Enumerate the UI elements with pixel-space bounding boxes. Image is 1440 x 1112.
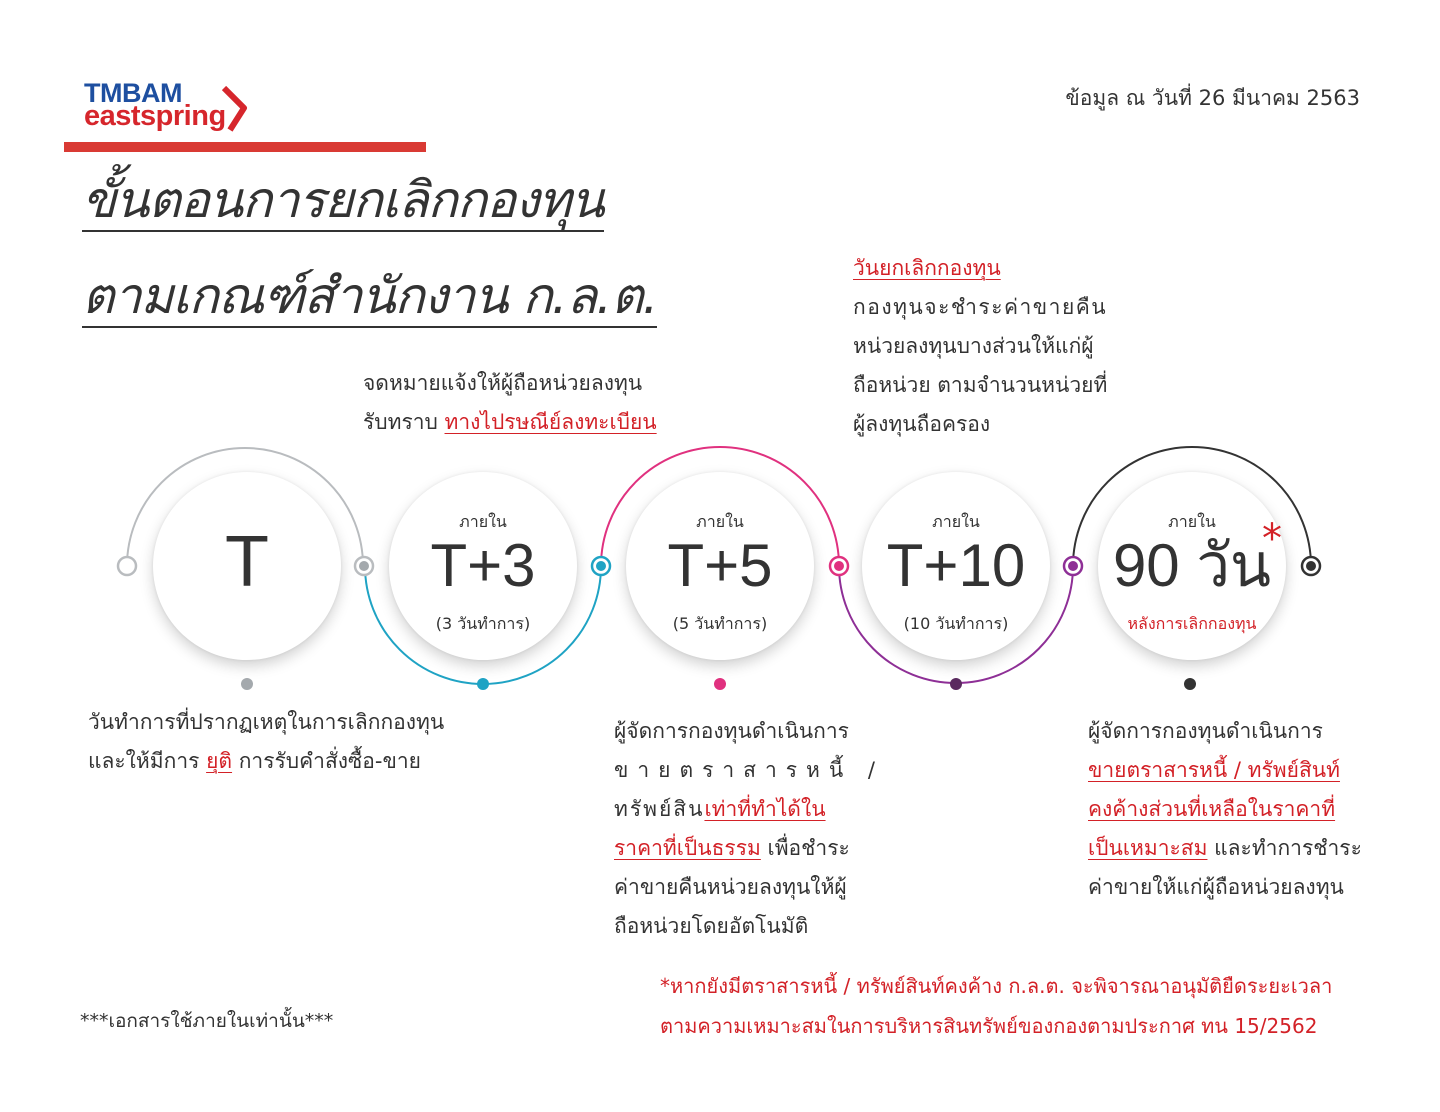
- step-90-asterisk: *: [1262, 516, 1282, 562]
- note-90-days: [1088, 712, 1362, 907]
- note-t10-line-2: หน่วยลงทุนบางส่วนให้แก่ผู้: [853, 334, 1094, 358]
- step-t3: [389, 472, 577, 660]
- step-t5-sub: (5 วันทำการ): [672, 614, 768, 633]
- page-title-line-2: ตามเกณฑ์สำนักงาน ก.ล.ต.: [82, 268, 657, 328]
- note-t-highlight: ยุติ: [206, 749, 233, 773]
- dot-bottom-t5: [714, 678, 726, 690]
- note-t5-line-4: [614, 829, 884, 868]
- note-t3-line-2: [363, 403, 657, 442]
- step-t3-label: T+3: [430, 532, 536, 599]
- dot-bottom-t10: [950, 678, 962, 690]
- step-t3-pre: ภายใน: [459, 512, 507, 531]
- step-t5: [626, 472, 814, 660]
- step-t-label: T: [225, 522, 269, 602]
- note-t5-l3a: ทรัพย์สิน: [614, 797, 705, 821]
- note-t10-line-4: ผู้ลงทุนถือครอง: [853, 412, 991, 436]
- note-t3-l2a: รับทราบ: [363, 410, 445, 434]
- dot-start: [118, 557, 136, 575]
- note-t3: [363, 364, 657, 442]
- step-90-pre: ภายใน: [1168, 512, 1216, 531]
- internal-use-note: ***เอกสารใช้ภายในเท่านั้น***: [80, 1010, 334, 1032]
- step-t: [153, 472, 341, 660]
- step-90-days: [1098, 472, 1286, 660]
- note-t3-line-1: จดหมายแจ้งให้ผู้ถือหน่วยลงทุน: [363, 371, 643, 395]
- note-t5-line-2: ขายตราสารหนี้ /: [614, 758, 884, 782]
- dot-bottom-90: [1184, 678, 1196, 690]
- logo-eastspring: eastspring: [84, 100, 226, 132]
- step-90-label-text: 90 วัน: [1112, 532, 1272, 599]
- step-90-label: [1098, 534, 1286, 598]
- note-90-line-2: ขายตราสารหนี้ / ทรัพย์สินท์: [1088, 758, 1340, 782]
- page-title-line-1: ขั้นตอนการยกเลิกกองทุน: [82, 172, 604, 232]
- note-t-line-2: [88, 742, 421, 781]
- logo-chevron-icon: [222, 86, 248, 132]
- note-t5-l4b: เพื่อชำระ: [760, 836, 850, 860]
- note-90-line-1: ผู้จัดการกองทุนดำเนินการ: [1088, 719, 1323, 743]
- step-t10-sub: (10 วันทำการ): [903, 614, 1009, 633]
- note-90-l4b: และทำการชำระ: [1207, 836, 1362, 860]
- step-t5-label: T+5: [667, 532, 773, 599]
- note-t5: [614, 712, 884, 946]
- step-t10-pre: ภายใน: [932, 512, 980, 531]
- note-t3-highlight: ทางไปรษณีย์ลงทะเบียน: [444, 410, 657, 434]
- note-t5-line-3: [614, 790, 884, 829]
- step-t10-label: T+10: [886, 532, 1026, 599]
- data-date: ข้อมูล ณ วันที่ 26 มีนาคม 2563: [1065, 86, 1360, 110]
- dot-bottom-t: [241, 678, 253, 690]
- step-t5-pre: ภายใน: [696, 512, 744, 531]
- note-t10: [853, 249, 1107, 444]
- dot-bottom-t3: [477, 678, 489, 690]
- step-90-sub: หลังการเลิกกองทุน: [1127, 614, 1257, 633]
- note-90-line-3: คงค้างส่วนที่เหลือในราคาที่: [1088, 797, 1336, 821]
- footnote-line-2: ตามความเหมาะสมในการบริหารสินทรัพย์ของกองตามประกาศ ทน 15/2562: [660, 1014, 1318, 1038]
- note-t10-line-3: ถือหน่วย ตามจำนวนหน่วยที่: [853, 373, 1108, 397]
- note-t-l2a: และให้มีการ: [88, 749, 207, 773]
- footnote-line-1: *หากยังมีตราสารหนี้ / ทรัพย์สินท์คงค้าง ก.ล.ต. จะพิจารณาอนุมัติยืดระยะเวลา: [660, 974, 1333, 998]
- note-90-line-4: [1088, 829, 1362, 868]
- note-t5-line-1: ผู้จัดการกองทุนดำเนินการ: [614, 719, 849, 743]
- note-t5-line-5: ค่าขายคืนหน่วยลงทุนให้ผู้: [614, 875, 847, 899]
- note-t10-line-1: กองทุนจะชำระค่าขายคืน: [853, 295, 1108, 319]
- note-t-line-1: วันทำการที่ปรากฏเหตุในการเลิกกองทุน: [88, 710, 445, 734]
- note-t10-heading: วันยกเลิกกองทุน: [853, 256, 1001, 280]
- note-t5-line-6: ถือหน่วยโดยอัตโนมัติ: [614, 914, 809, 938]
- logo-underline-bar: [64, 142, 426, 152]
- note-t-l2c: การรับคำสั่งซื้อ-ขาย: [232, 749, 421, 773]
- note-t5-highlight-1: เท่าที่ทำได้ใน: [704, 797, 826, 821]
- step-t10: [862, 472, 1050, 660]
- step-t3-sub: (3 วันทำการ): [435, 614, 531, 633]
- note-90-highlight: เป็นเหมาะสม: [1088, 836, 1208, 860]
- note-90-line-5: ค่าขายให้แก่ผู้ถือหน่วยลงทุน: [1088, 875, 1344, 899]
- note-t: [88, 703, 445, 781]
- note-t5-highlight-2: ราคาที่เป็นธรรม: [614, 836, 761, 860]
- logo-tmbam: TMBAM: [84, 78, 182, 108]
